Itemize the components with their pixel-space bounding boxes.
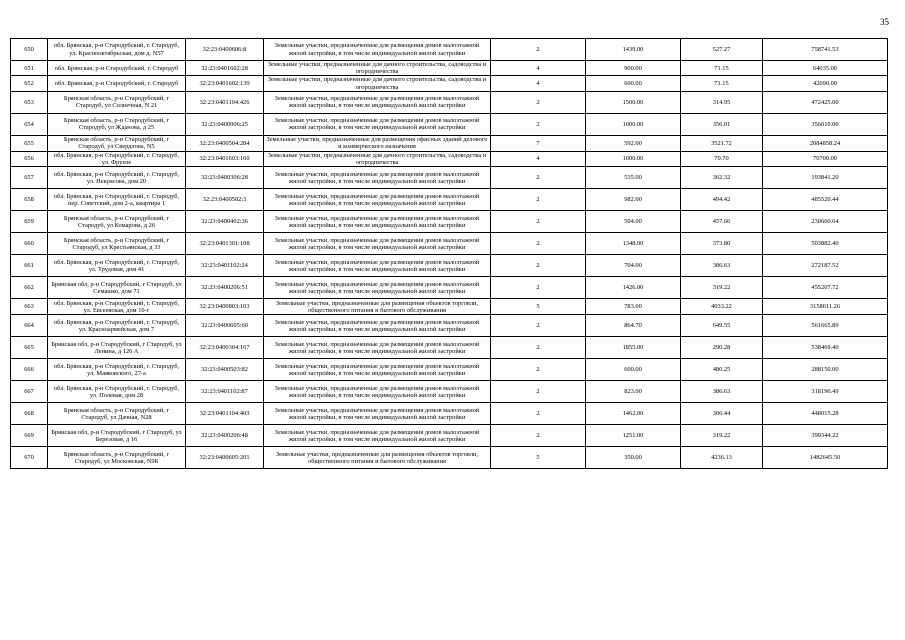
group-cell: 4 (491, 76, 586, 91)
group-cell: 2 (491, 315, 586, 337)
cadastral-number-cell: 32:23:0400504:284 (186, 135, 264, 151)
area-cell: 1000.00 (586, 113, 681, 135)
group-cell: 4 (491, 151, 586, 166)
land-use-cell: Земельные участки, предназначенные для дачного строительства, садоводства и огородничества (264, 151, 491, 166)
land-use-cell: Земельные участки, предназначенные для размещения домов малоэтажной жилой застройки, в том числе индивидуальной жилой застройки (264, 167, 491, 189)
table-row (11, 255, 888, 277)
group-cell: 2 (491, 91, 586, 113)
table-row (11, 211, 888, 233)
table-row (11, 277, 888, 299)
group-cell: 2 (491, 211, 586, 233)
land-use-cell: Земельные участки, предназначенные для размещения домов малоэтажной жилой застройки, в том числе индивидуальной жилой застройки (264, 211, 491, 233)
table-row (11, 359, 888, 381)
table-row (11, 403, 888, 425)
table-row (11, 39, 888, 61)
group-cell: 4 (491, 61, 586, 76)
group-cell: 2 (491, 381, 586, 403)
cadastral-number-cell: 32:23:0400402:36 (186, 211, 264, 233)
row-number: 667 (11, 381, 48, 403)
specific-value-cell: 373.80 (681, 233, 763, 255)
area-cell: 864.70 (586, 315, 681, 337)
cadastral-value-cell: 272187.52 (763, 255, 888, 277)
page-number: 35 (880, 17, 889, 27)
table-row (11, 113, 888, 135)
group-cell: 2 (491, 233, 586, 255)
cadastral-value-cell: 455207.72 (763, 277, 888, 299)
cadastral-number-cell: 32:23:0400304:167 (186, 337, 264, 359)
specific-value-cell: 386.63 (681, 255, 763, 277)
address-cell: Брянская область, р-н Стародубский, г Стародуб, ул Крестьянская, д 33 (48, 233, 186, 255)
specific-value-cell: 4236.13 (681, 447, 763, 469)
land-use-cell: Земельные участки, предназначенные для размещения домов малоэтажной жилой застройки, в том числе индивидуальной жилой застройки (264, 39, 491, 61)
specific-value-cell: 70.70 (681, 151, 763, 166)
address-cell: обл. Брянская, р-н Стародубский, г. Стародуб, ул. Фрунзе (48, 151, 186, 166)
group-cell: 2 (491, 425, 586, 447)
area-cell: 504.00 (586, 211, 681, 233)
cadastral-number-cell: 32:23:0400606:8 (186, 39, 264, 61)
group-cell: 2 (491, 337, 586, 359)
address-cell: обл. Брянская, р-н Стародубский, г. Стародуб, ул. Трудовая, дом 41 (48, 255, 186, 277)
cadastral-value-cell: 288150.00 (763, 359, 888, 381)
cadastral-value-cell: 318196.49 (763, 381, 888, 403)
cadastral-number-cell: 32:23:0400206:51 (186, 277, 264, 299)
cadastral-value-cell: 758741.53 (763, 39, 888, 61)
table-row (11, 425, 888, 447)
cadastral-number-cell: 32:23:0401104:403 (186, 403, 264, 425)
cadastral-value-cell: 42690.00 (763, 76, 888, 91)
row-number: 655 (11, 135, 48, 151)
area-cell: 600.00 (586, 76, 681, 91)
land-use-cell: Земельные участки, предназначенные для размещения домов малоэтажной жилой застройки, в том числе индивидуальной жилой застройки (264, 277, 491, 299)
cadastral-value-cell: 503882.40 (763, 233, 888, 255)
table-row (11, 381, 888, 403)
area-cell: 982.00 (586, 189, 681, 211)
address-cell: Брянская область, р-н Стародубский, г Стародуб, ул Дачная, N28 (48, 403, 186, 425)
specific-value-cell: 3521.72 (681, 135, 763, 151)
cadastral-value-cell: 399344.22 (763, 425, 888, 447)
area-cell: 350.00 (586, 447, 681, 469)
group-cell: 5 (491, 299, 586, 315)
specific-value-cell: 527.27 (681, 39, 763, 61)
table-row (11, 189, 888, 211)
row-number: 658 (11, 189, 48, 211)
row-number: 650 (11, 39, 48, 61)
specific-value-cell: 319.22 (681, 277, 763, 299)
group-cell: 2 (491, 189, 586, 211)
cadastral-value-cell: 1482645.50 (763, 447, 888, 469)
table-row (11, 299, 888, 315)
cadastral-value-cell: 2084858.24 (763, 135, 888, 151)
specific-value-cell: 290.28 (681, 337, 763, 359)
cadastral-number-cell: 32:23:0401104:426 (186, 91, 264, 113)
area-cell: 1855.00 (586, 337, 681, 359)
cadastral-value-cell: 193841.20 (763, 167, 888, 189)
specific-value-cell: 4033.22 (681, 299, 763, 315)
cadastral-number-cell: 32:23:0401602:139 (186, 76, 264, 91)
specific-value-cell: 356.01 (681, 113, 763, 135)
table-row (11, 151, 888, 166)
address-cell: обл. Брянская, р-н Стародубский, г. Стародуб, ул. Краснооктябрьская, дом д. N57 (48, 39, 186, 61)
specific-value-cell: 306.44 (681, 403, 763, 425)
area-cell: 1348.00 (586, 233, 681, 255)
area-cell: 600.00 (586, 359, 681, 381)
row-number: 651 (11, 61, 48, 76)
address-cell: Брянская область, р-н Стародубский, г Стародуб, ул Московская, N9Б (48, 447, 186, 469)
area-cell: 704.00 (586, 255, 681, 277)
address-cell: Брянская обл, р-н Стародубский, г Стародуб, ул Семашко, дом 71 (48, 277, 186, 299)
specific-value-cell: 314.95 (681, 91, 763, 113)
land-use-cell: Земельные участки, предназначенные для размещения домов малоэтажной жилой застройки, в том числе индивидуальной жилой застройки (264, 337, 491, 359)
land-use-cell: Земельные участки, предназначенные для размещения домов малоэтажной жилой застройки, в том числе индивидуальной жилой застройки (264, 113, 491, 135)
land-use-cell: Земельные участки, предназначенные для дачного строительства, садоводства и огородничества (264, 61, 491, 76)
area-cell: 1462.00 (586, 403, 681, 425)
cadastral-value-cell: 230660.64 (763, 211, 888, 233)
address-cell: обл. Брянская, р-н Стародубский, г. Стародуб, ул. Красноармейская, дом 7 (48, 315, 186, 337)
row-number: 661 (11, 255, 48, 277)
cadastral-number-cell: 32:23:0401603:160 (186, 151, 264, 166)
group-cell: 2 (491, 255, 586, 277)
group-cell: 2 (491, 39, 586, 61)
specific-value-cell: 494.42 (681, 189, 763, 211)
specific-value-cell: 71.15 (681, 61, 763, 76)
row-number: 662 (11, 277, 48, 299)
row-number: 664 (11, 315, 48, 337)
cadastral-value-cell: 561665.89 (763, 315, 888, 337)
row-number: 669 (11, 425, 48, 447)
group-cell: 2 (491, 403, 586, 425)
address-cell: обл. Брянская, р-н Стародубский, г. Стародуб, ул. Некрасова, дом 20 (48, 167, 186, 189)
land-use-cell: Земельные участки, предназначенные для размещения домов малоэтажной жилой застройки, в том числе индивидуальной жилой застройки (264, 255, 491, 277)
row-number: 660 (11, 233, 48, 255)
cadastral-number-cell: 32:23:0401102:24 (186, 255, 264, 277)
area-cell: 823.00 (586, 381, 681, 403)
cadastral-number-cell: 32:23:0400906:25 (186, 113, 264, 135)
row-number: 657 (11, 167, 48, 189)
land-use-cell: Земельные участки, предназначенные для дачного строительства, садоводства и огородничества (264, 76, 491, 91)
cadastral-number-cell: 32:23:0400306:28 (186, 167, 264, 189)
specific-value-cell: 386.63 (681, 381, 763, 403)
row-number: 654 (11, 113, 48, 135)
cadastral-number-cell: 32:23:0400206:48 (186, 425, 264, 447)
cadastral-value-cell: 3158011.26 (763, 299, 888, 315)
group-cell: 2 (491, 113, 586, 135)
specific-value-cell: 362.32 (681, 167, 763, 189)
address-cell: Брянская область, р-н Стародубский, г Стародуб, ул Солнечная, N 21 (48, 91, 186, 113)
address-cell: обл. Брянская, р-н Стародубский, г. Стародуб, ул. Евсеевская, дом 10-г (48, 299, 186, 315)
address-cell: Брянская область, р-н Стародубский, г Стародуб, ул Комарова, д 26 (48, 211, 186, 233)
address-cell: обл. Брянская, р-н Стародубский, г. Стародуб, пер. Советский, дом 2-а, квартира 1 (48, 189, 186, 211)
address-cell: обл. Брянская, р-н Стародубский, г. Стародуб, ул. Маяковского, 27-а (48, 359, 186, 381)
cadastral-number-cell: 32:23:0401301:108 (186, 233, 264, 255)
land-use-cell: Земельные участки, предназначенные для размещения домов малоэтажной жилой застройки, в том числе индивидуальной жилой застройки (264, 403, 491, 425)
row-number: 666 (11, 359, 48, 381)
cadastral-value-cell: 538469.40 (763, 337, 888, 359)
cadastral-number-cell: 32:23:0400803:103 (186, 299, 264, 315)
cadastral-value-cell: 356010.00 (763, 113, 888, 135)
land-use-cell: Земельные участки, предназначенные для размещения офисных зданий делового и коммерческого назначения (264, 135, 491, 151)
cadastral-number-cell: 32:23:0401602:28 (186, 61, 264, 76)
area-cell: 1500.00 (586, 91, 681, 113)
address-cell: обл. Брянская, р-н Стародубский, г. Стародуб (48, 61, 186, 76)
cadastral-number-cell: 32:23:0400502:3 (186, 189, 264, 211)
table-row (11, 91, 888, 113)
cadastral-number-cell: 32:23:0400503:82 (186, 359, 264, 381)
land-use-cell: Земельные участки, предназначенные для размещения домов малоэтажной жилой застройки, в том числе индивидуальной жилой застройки (264, 315, 491, 337)
table-row (11, 233, 888, 255)
specific-value-cell: 319.22 (681, 425, 763, 447)
cadastral-value-cell: 472425.00 (763, 91, 888, 113)
row-number: 652 (11, 76, 48, 91)
land-use-cell: Земельные участки, предназначенные для размещения объектов торговли, общественного питания и бытового обслуживания (264, 299, 491, 315)
specific-value-cell: 71.15 (681, 76, 763, 91)
row-number: 665 (11, 337, 48, 359)
group-cell: 2 (491, 167, 586, 189)
land-use-cell: Земельные участки, предназначенные для размещения домов малоэтажной жилой застройки, в том числе индивидуальной жилой застройки (264, 425, 491, 447)
land-use-cell: Земельные участки, предназначенные для размещения домов малоэтажной жилой застройки, в том числе индивидуальной жилой застройки (264, 91, 491, 113)
area-cell: 1251.00 (586, 425, 681, 447)
group-cell: 5 (491, 447, 586, 469)
table-row (11, 315, 888, 337)
area-cell: 1439.00 (586, 39, 681, 61)
cadastral-value-cell: 448015.28 (763, 403, 888, 425)
row-number: 659 (11, 211, 48, 233)
address-cell: обл. Брянская, р-н Стародубский, г. Стародуб (48, 76, 186, 91)
specific-value-cell: 480.25 (681, 359, 763, 381)
land-use-cell: Земельные участки, предназначенные для размещения домов малоэтажной жилой застройки, в том числе индивидуальной жилой застройки (264, 233, 491, 255)
group-cell: 2 (491, 277, 586, 299)
address-cell: Брянская обл, р-н Стародубский, г Стародуб, ул Березовая, д 16 (48, 425, 186, 447)
area-cell: 783.00 (586, 299, 681, 315)
area-cell: 900.00 (586, 61, 681, 76)
land-use-cell: Земельные участки, предназначенные для размещения домов малоэтажной жилой застройки, в том числе индивидуальной жилой застройки (264, 359, 491, 381)
area-cell: 1426.00 (586, 277, 681, 299)
cadastral-number-cell: 32:23:0401102:87 (186, 381, 264, 403)
land-use-cell: Земельные участки, предназначенные для размещения домов малоэтажной жилой застройки, в том числе индивидуальной жилой застройки (264, 189, 491, 211)
address-cell: Брянская обл, р-н Стародубский, г Стародуб, ул Ленина, д 126 А (48, 337, 186, 359)
row-number: 653 (11, 91, 48, 113)
table-row (11, 76, 888, 91)
area-cell: 592.00 (586, 135, 681, 151)
table-row (11, 61, 888, 76)
group-cell: 2 (491, 359, 586, 381)
address-cell: Брянская область, р-н Стародубский, г Стародуб, ул Свердлова, N5 (48, 135, 186, 151)
cadastral-number-cell: 32:23:0400605:60 (186, 315, 264, 337)
row-number: 656 (11, 151, 48, 166)
table-row (11, 167, 888, 189)
cadastral-value-cell: 70700.00 (763, 151, 888, 166)
specific-value-cell: 457.66 (681, 211, 763, 233)
cadastral-value-cell: 485520.44 (763, 189, 888, 211)
group-cell: 7 (491, 135, 586, 151)
table-body (11, 39, 888, 469)
row-number: 668 (11, 403, 48, 425)
table-row (11, 337, 888, 359)
table-row (11, 135, 888, 151)
row-number: 663 (11, 299, 48, 315)
area-cell: 535.00 (586, 167, 681, 189)
table-row (11, 447, 888, 469)
cadastral-value-cell: 64035.00 (763, 61, 888, 76)
land-use-cell: Земельные участки, предназначенные для размещения домов малоэтажной жилой застройки, в том числе индивидуальной жилой застройки (264, 381, 491, 403)
address-cell: Брянская область, р-н Стародубский, г Стародуб, ул Жданова, д 25 (48, 113, 186, 135)
land-use-cell: Земельные участки, предназначенные для размещения объектов торговли, общественного питания и бытового обслуживания (264, 447, 491, 469)
land-registry-table (10, 38, 888, 469)
row-number: 670 (11, 447, 48, 469)
cadastral-number-cell: 32:23:0400605:201 (186, 447, 264, 469)
specific-value-cell: 649.55 (681, 315, 763, 337)
area-cell: 1000.00 (586, 151, 681, 166)
address-cell: обл. Брянская, р-н Стародубский, г. Стародуб, ул. Полевая, дом 28 (48, 381, 186, 403)
